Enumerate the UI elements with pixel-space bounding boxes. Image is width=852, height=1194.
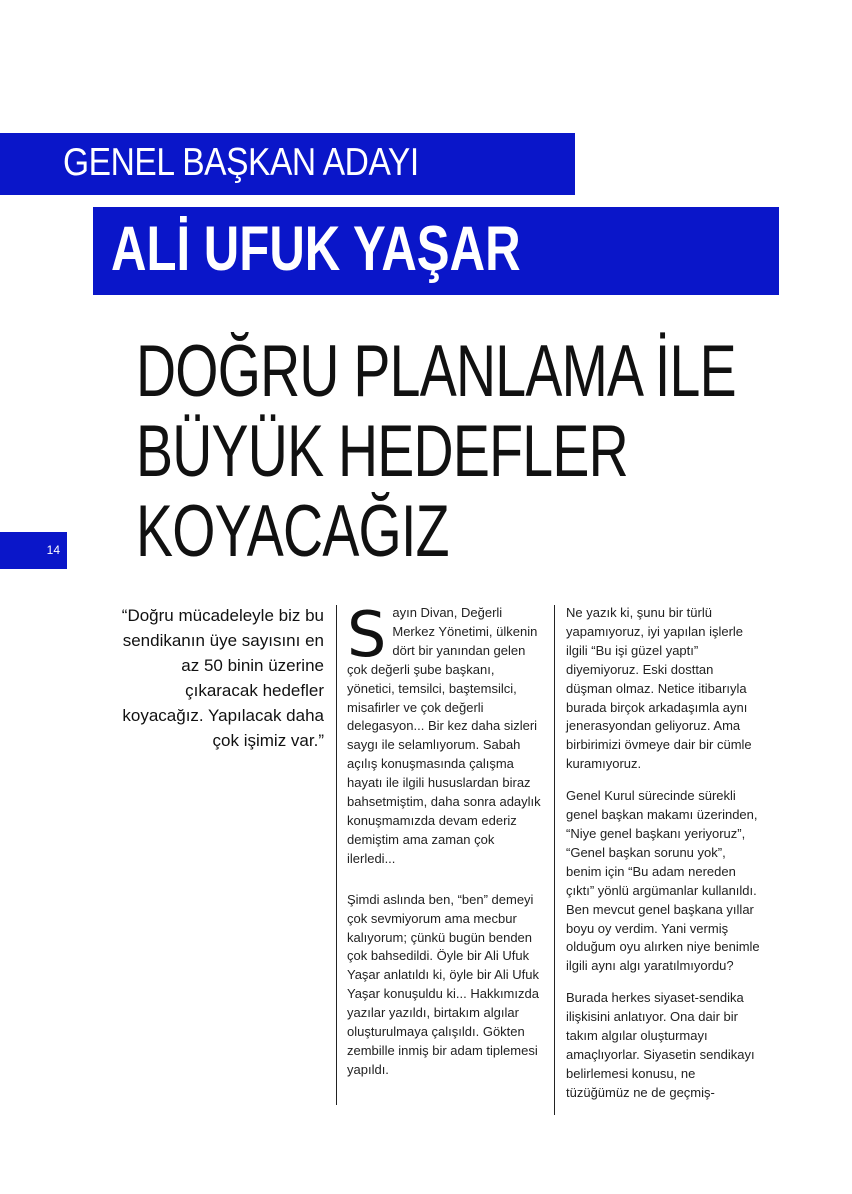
- article-column-1: [347, 598, 543, 1093]
- page-number-tab: [0, 532, 67, 569]
- name-band: [93, 207, 779, 295]
- candidate-name: ALİ UFUK YAŞAR: [111, 214, 521, 284]
- headline-line-3: KOYACAĞIZ: [136, 491, 449, 572]
- page-number: 14: [46, 543, 60, 557]
- paragraph: Genel Kurul sürecinde sürekli genel başkan makamı üzerinden, “Niye genel başkanı yeriyoruz”, “Genel başkan sorunu yok”, benim için “Bu adam nereden çıktı” yönlü argümanlar kullanıldı. Ben mevcut genel başkana yıllar boyu oy verdim. Yani vermiş olduğum oyu alırken niye benimle ilgili aynı algı yaratılmıyordu?: [566, 788, 760, 974]
- headline-line-2: BÜYÜK HEDEFLER: [136, 411, 628, 492]
- article-column-2: [566, 604, 762, 1116]
- column-rule-left: [336, 605, 337, 1105]
- paragraph: Burada herkes siyaset-sendika ilişkisini anlatıyor. Ona dair bir takım algılar oluşturmayı amaçlıyorlar. Siyasetin sendikayı belirlemesi konusu, ne tüzüğümüz ne de geçmiş-: [566, 990, 755, 1100]
- drop-cap: S: [347, 598, 387, 671]
- kicker-title: GENEL BAŞKAN ADAYI: [63, 141, 419, 184]
- paragraph: [347, 598, 543, 869]
- paragraph-text: ayın Divan, Değerli Merkez Yönetimi, ülkenin dört bir yanından gelen çok değerli şube başkanı, yönetici, temsilci, baştemsilci, misafirler ve çok değerli delegasyon... Bir kez daha sizleri saygı ile selamlıyorum. Sabah açılış konuşmasında çalışma hayatı ile ilgili hususlardan biraz bahsetmiştim, daha sonra adaylık konuşmamızda devam ederiz demiştim ama zaman çok ilerledi...: [347, 605, 541, 866]
- pull-quote: “Doğru mücadeleyle biz bu sendikanın üye sayısını en az 50 binin üzerine çıkaracak hedefler koyacağız. Yapılacak daha çok işimiz var.”: [121, 606, 324, 750]
- paragraph: Ne yazık ki, şunu bir türlü yapamıyoruz, iyi yapılan işlerle ilgili “Bu işi güzel yaptı” diyemiyoruz. Eski dosttan düşman olmaz. Netice itibarıyla burada birçok arkadaşımla aynı jenerasyondan geliyoruz. Ama birbirimizi övmeye dair bir cümle kuramıyoruz.: [566, 605, 752, 772]
- kicker-band: [0, 133, 575, 195]
- column-rule-right: [554, 605, 555, 1115]
- headline-line-1: DOĞRU PLANLAMA İLE: [136, 331, 736, 412]
- headline: [136, 332, 836, 572]
- paragraph: Şimdi aslında ben, “ben” demeyi çok sevmiyorum ama mecbur kalıyorum; çünkü bugün benden çok bahsedildi. Öyle bir Ali Ufuk Yaşar anlatıldı ki, öyle bir Ali Ufuk Yaşar konuşuldu ki... Hakkımızda yazılar yazıldı, birtakım algılar oluşturulmaya çalışıldı. Gökten zembille inmiş bir adam tiplemesi yapıldı.: [347, 891, 539, 1077]
